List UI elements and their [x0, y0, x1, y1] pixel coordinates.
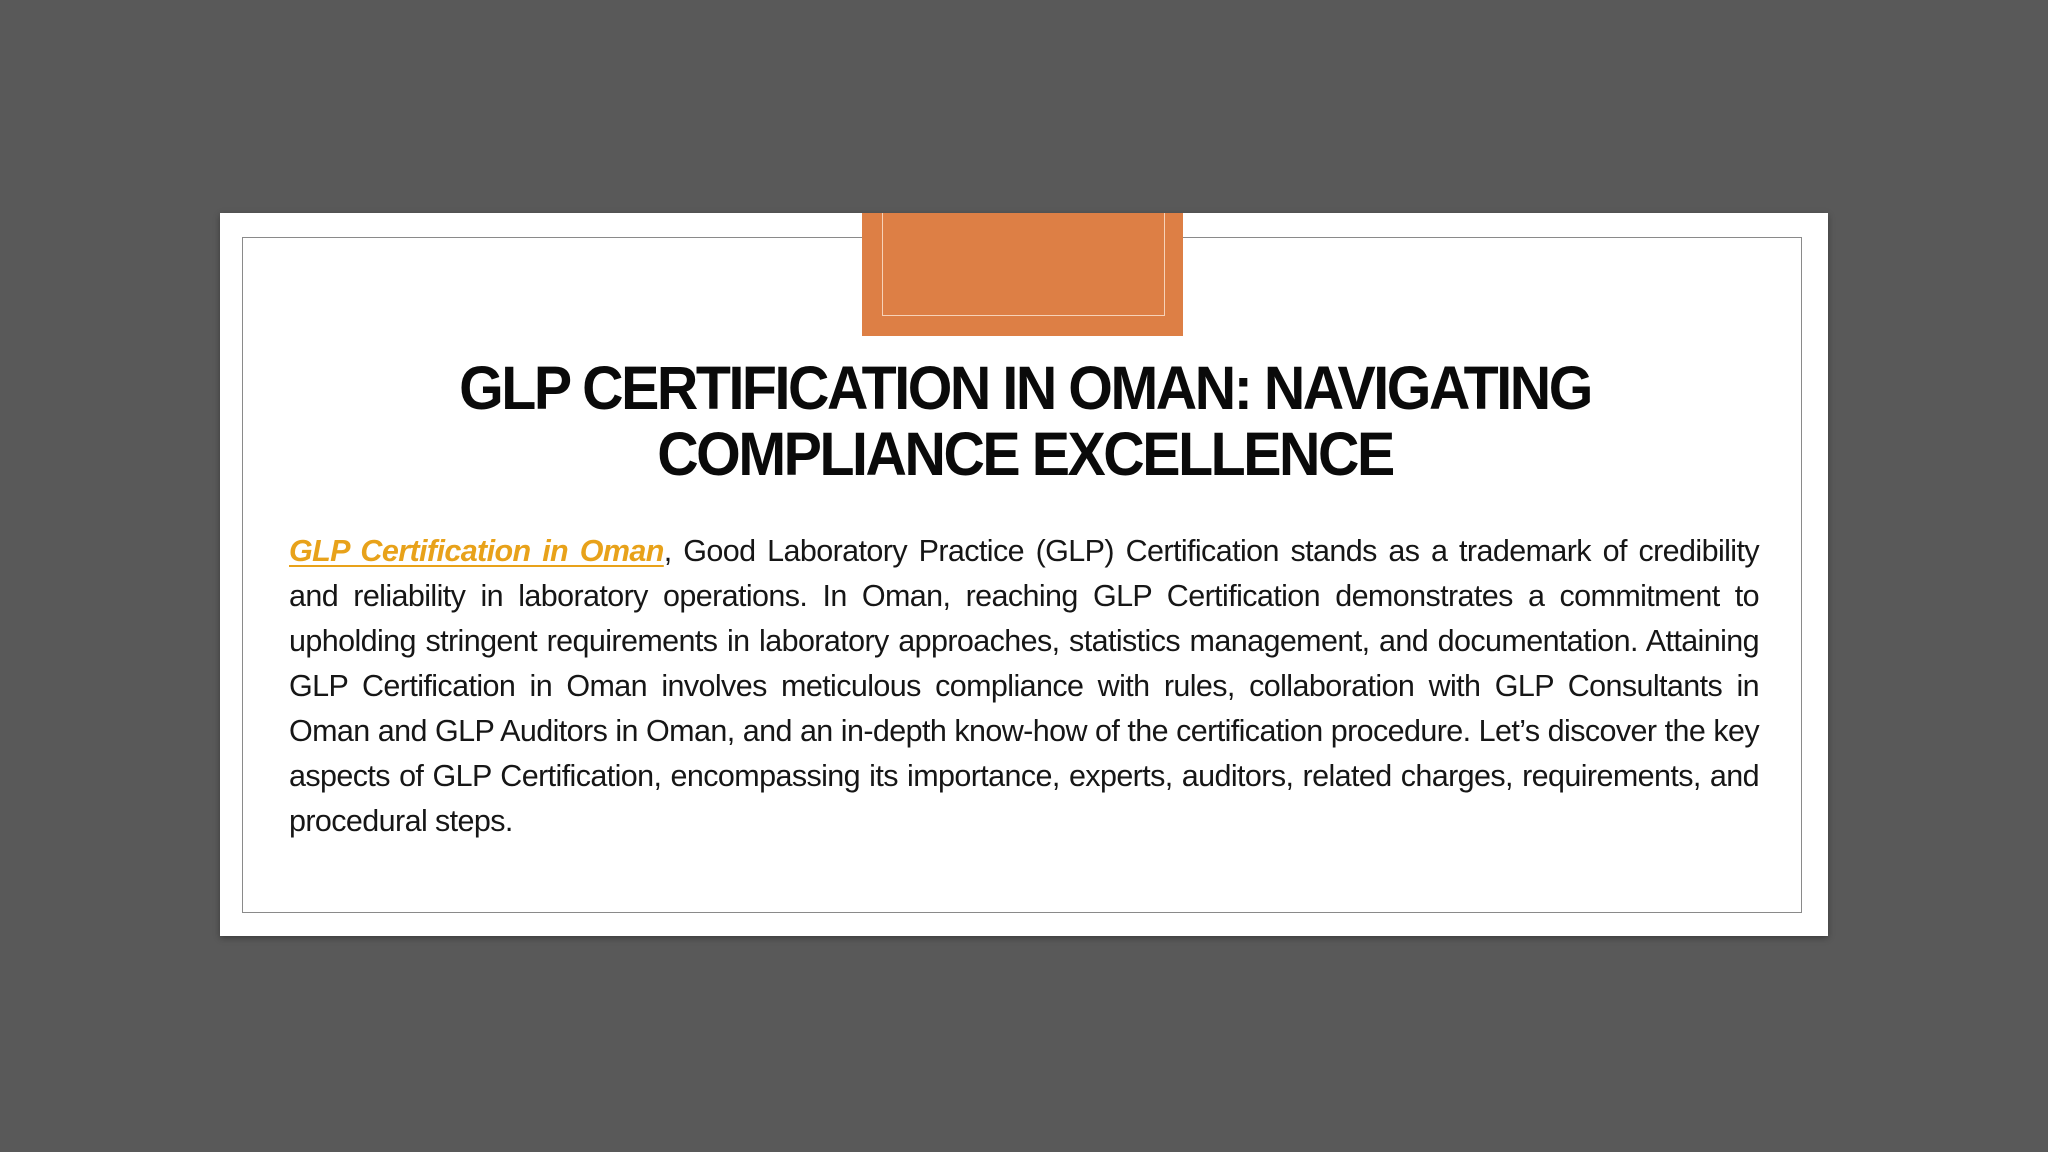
- accent-tab-inner-border: [882, 213, 1165, 316]
- body-text: , Good Laboratory Practice (GLP) Certification stands as a trademark of credibility and reliability in laboratory operations. In Oman, reaching GLP Certification demonstrates a commitment to upholding stringent requirements in laboratory approaches, statistics management, and documentation. Attaining GLP Certification in Oman involves meticulous compliance with rules, collaboration with GLP Consultants in Oman and GLP Auditors in Oman, and an in-depth know-how of the certification procedure. Let’s discover the key aspects of GLP Certification, encompassing its importance, experts, auditors, related charges, requirements, and procedural steps.: [289, 534, 1759, 838]
- slide-body-paragraph: [289, 529, 1759, 844]
- glp-certification-link[interactable]: GLP Certification in Oman: [289, 534, 664, 568]
- slide: [220, 213, 1828, 936]
- accent-tab: [862, 213, 1183, 336]
- slide-title: GLP CERTIFICATION IN OMAN: NAVIGATING COMPLIANCE EXCELLENCE: [459, 354, 1591, 488]
